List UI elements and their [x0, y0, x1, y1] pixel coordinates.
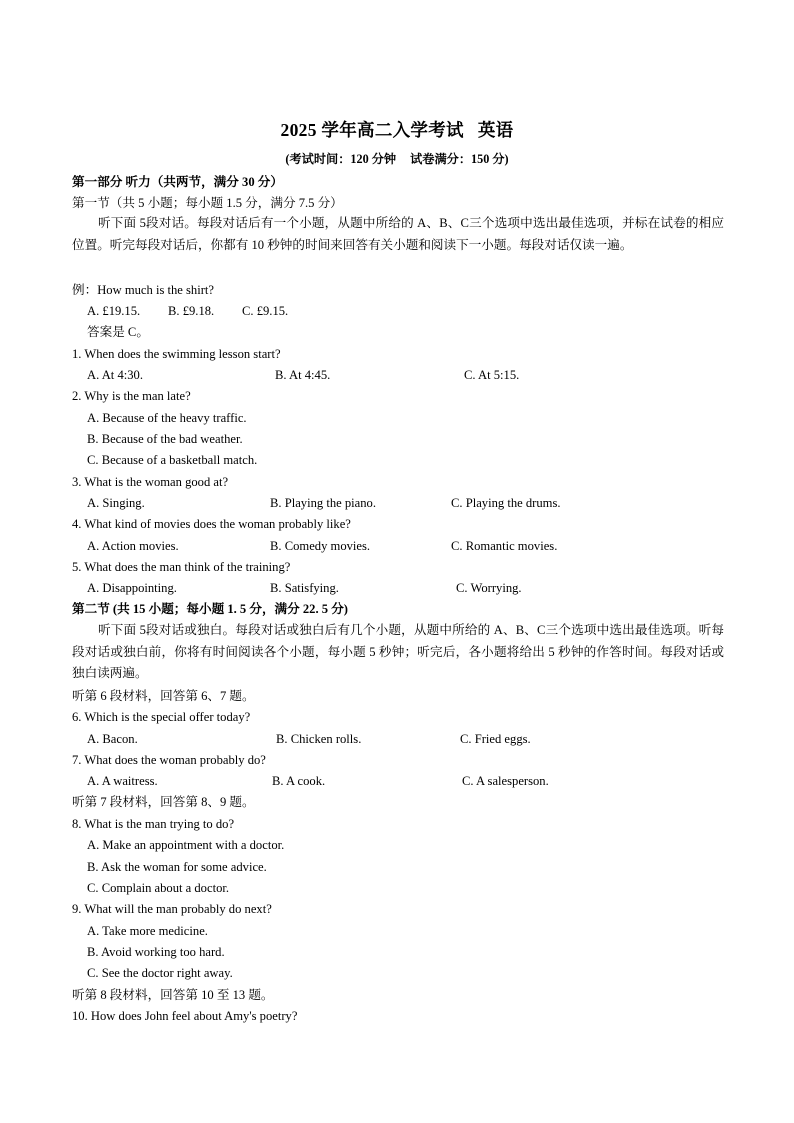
material-7-note: 听第 7 段材料，回答第 8、9 题。 [72, 795, 255, 809]
q8-option-a: A. Make an appointment with a doctor. [87, 838, 285, 852]
example-answer: 答案是 C。 [87, 325, 149, 339]
example-question: 例：How much is the shirt? [72, 283, 215, 297]
exam-title: 2025 学年高二入学考试 [280, 120, 464, 140]
question-6: 6. Which is the special offer today? [72, 710, 251, 724]
q4-option-c: C. Romantic movies. [451, 539, 558, 553]
q1-option-c: C. At 5:15. [464, 368, 520, 382]
exam-score: 试卷满分：150 分) [410, 152, 509, 166]
q5-option-c: C. Worrying. [456, 581, 522, 595]
q3-option-b: B. Playing the piano. [270, 496, 376, 510]
question-9: 9. What will the man probably do next? [72, 902, 272, 916]
q6-option-c: C. Fried eggs. [460, 732, 531, 746]
q4-option-a: A. Action movies. [87, 539, 179, 553]
q8-option-c: C. Complain about a doctor. [87, 881, 230, 895]
section2-heading: 第二节 (共 15 小题；每小题 1. 5 分，满分 22. 5 分) [72, 602, 349, 616]
question-7: 7. What does the woman probably do? [72, 753, 266, 767]
material-6-note: 听第 6 段材料，回答第 6、7 题。 [72, 689, 255, 703]
q9-option-c: C. See the doctor right away. [87, 966, 233, 980]
q7-option-a: A. A waitress. [87, 774, 158, 788]
section1-instructions: 听下面 5段对话。每段对话后有一个小题，从题中所给的 A、B、C三个选项中选出最佳选项，并标在试卷的相应位置。听完每段对话后，你都有 10 秒钟的时间来回答有关小题和阅读下一小题。每段对话仅读一遍。 [72, 216, 724, 252]
part1-heading: 第一部分 听力（共两节，满分 30 分） [72, 175, 283, 189]
page-title [0, 117, 794, 142]
q6-option-b: B. Chicken rolls. [276, 732, 362, 746]
material-8-note: 听第 8 段材料，回答第 10 至 13 题。 [72, 988, 274, 1002]
q4-option-b: B. Comedy movies. [270, 539, 371, 553]
q2-option-b: B. Because of the bad weather. [87, 432, 243, 446]
question-3: 3. What is the woman good at? [72, 475, 229, 489]
q6-option-a: A. Bacon. [87, 732, 138, 746]
q9-option-a: A. Take more medicine. [87, 924, 208, 938]
exam-time: (考试时间：120 分钟 [285, 152, 397, 166]
question-2: 2. Why is the man late? [72, 389, 191, 403]
question-10: 10. How does John feel about Amy's poetry? [72, 1009, 298, 1023]
q3-option-a: A. Singing. [87, 496, 145, 510]
q1-option-b: B. At 4:45. [275, 368, 331, 382]
question-5: 5. What does the man think of the training? [72, 560, 291, 574]
exam-info [0, 150, 794, 167]
q9-option-b: B. Avoid working too hard. [87, 945, 225, 959]
example-option-b: B. £9.18. [168, 304, 215, 318]
example-option-c: C. £9.15. [242, 304, 289, 318]
q2-option-c: C. Because of a basketball match. [87, 453, 258, 467]
question-8: 8. What is the man trying to do? [72, 817, 235, 831]
question-1: 1. When does the swimming lesson start? [72, 347, 281, 361]
section2-instructions: 听下面 5段对话或独白。每段对话或独白后有几个小题，从题中所给的 A、B、C三个选项中选出最佳选项。听每段对话或独白前，你将有时间阅读各个小题，每小题 5 秒钟；听完后，各小题将给出 5 秒钟的作答时间。每段对话或独白读两遍。 [72, 623, 724, 680]
q7-option-c: C. A salesperson. [462, 774, 549, 788]
q1-option-a: A. At 4:30. [87, 368, 143, 382]
exam-subject: 英语 [477, 120, 514, 140]
q5-option-a: A. Disappointing. [87, 581, 177, 595]
example-option-a: A. £19.15. [87, 304, 141, 318]
q8-option-b: B. Ask the woman for some advice. [87, 860, 267, 874]
q5-option-b: B. Satisfying. [270, 581, 339, 595]
section1-heading: 第一节（共 5 小题；每小题 1.5 分，满分 7.5 分） [72, 196, 343, 210]
q2-option-a: A. Because of the heavy traffic. [87, 411, 247, 425]
question-4: 4. What kind of movies does the woman probably like? [72, 517, 351, 531]
q7-option-b: B. A cook. [272, 774, 326, 788]
q3-option-c: C. Playing the drums. [451, 496, 561, 510]
